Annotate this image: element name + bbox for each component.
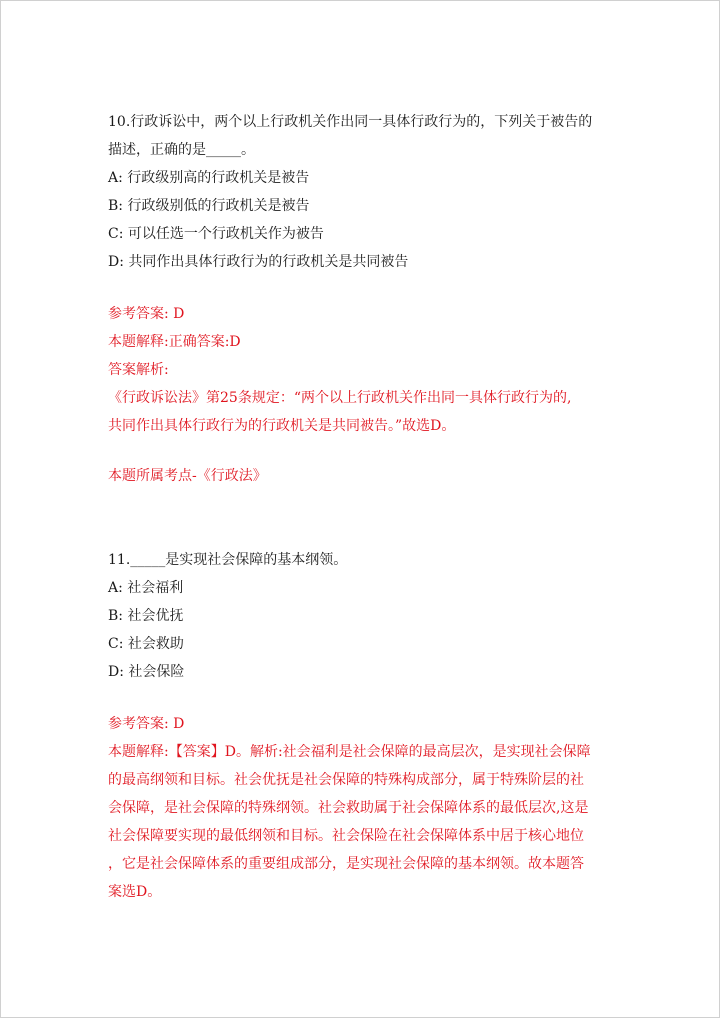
question-10-option-c: C: 可以任选一个行政机关作为被告	[108, 226, 324, 242]
spacer	[108, 490, 618, 546]
question-10-analysis-line-1: 《行政诉讼法》第25条规定：“两个以上行政机关作出同一具体行政行为的,	[108, 390, 572, 406]
question-11-option-c: C: 社会救助	[108, 636, 184, 652]
question-11-option-b: B: 社会优抚	[108, 608, 184, 624]
question-11-explanation-line-2: 的最高纲领和目标。社会优抚是社会保障的特殊构成部分，属于特殊阶层的社	[108, 772, 584, 788]
question-10-stem-line-2: 描述，正确的是_____。	[108, 142, 255, 158]
question-11-explanation-line-5: ，它是社会保障体系的重要组成部分，是实现社会保障的基本纲领。故本题答	[108, 856, 584, 872]
question-10-analysis-line-2: 共同作出具体行政行为的行政机关是共同被告。”故选D。	[108, 418, 456, 434]
question-10-option-d: D: 共同作出具体行政行为的行政机关是共同被告	[108, 254, 409, 270]
question-11-explanation-line-6: 案选D。	[108, 884, 162, 900]
question-10-stem-line-1: 10.行政诉讼中，两个以上行政机关作出同一具体行政行为的，下列关于被告的	[108, 114, 593, 130]
question-10-reference-answer: 参考答案: D	[108, 306, 185, 322]
spacer	[108, 440, 618, 462]
question-11-explanation-line-4: 社会保障要实现的最低纲领和目标。社会保险在社会保障体系中居于核心地位	[108, 828, 584, 844]
question-10-option-a: A: 行政级别高的行政机关是被告	[108, 170, 310, 186]
question-11-option-a: A: 社会福利	[108, 580, 184, 596]
question-11-reference-answer: 参考答案: D	[108, 716, 185, 732]
question-10-analysis-label: 答案解析:	[108, 362, 169, 378]
question-11-explanation-line-1: 本题解释:【答案】D。解析:社会福利是社会保障的最高层次，是实现社会保障	[108, 744, 591, 760]
question-10-topic: 本题所属考点-《行政法》	[108, 468, 267, 484]
spacer	[108, 686, 618, 710]
question-10	[108, 108, 618, 490]
question-10-option-b: B: 行政级别低的行政机关是被告	[108, 198, 310, 214]
question-11-stem: 11._____是实现社会保障的基本纲领。	[108, 552, 348, 568]
spacer	[108, 276, 618, 300]
document-content	[108, 108, 618, 906]
question-11-explanation-line-3: 会保障，是社会保障的特殊纲领。社会救助属于社会保障体系的最低层次,这是	[108, 800, 589, 816]
question-10-explanation: 本题解释:正确答案:D	[108, 334, 241, 350]
question-11	[108, 546, 618, 906]
question-11-option-d: D: 社会保险	[108, 664, 185, 680]
